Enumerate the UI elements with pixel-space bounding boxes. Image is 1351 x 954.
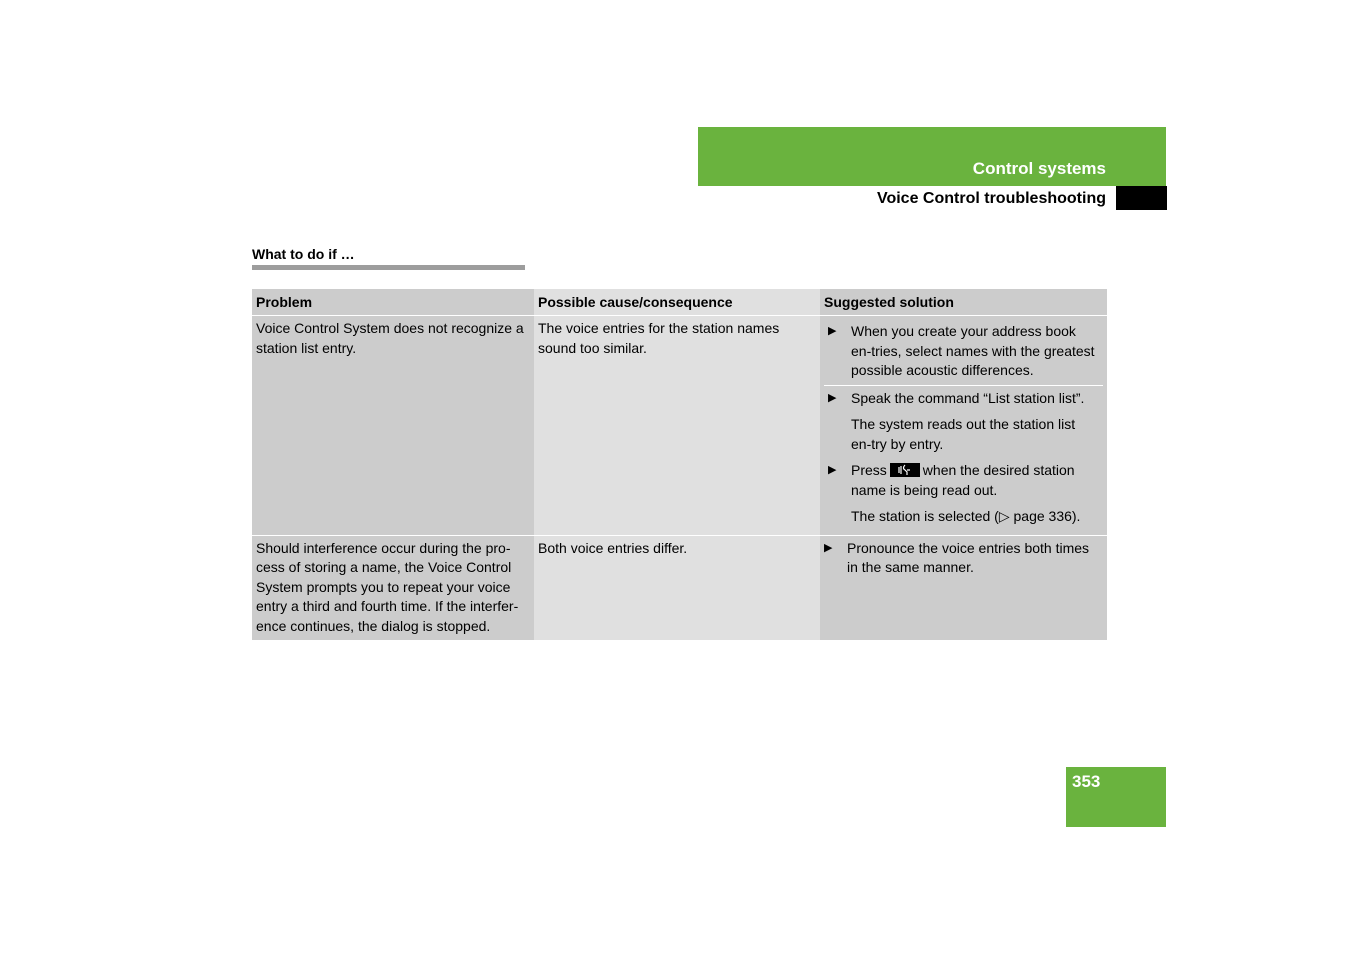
table-header-row: [252, 289, 1107, 316]
solution-block: [824, 319, 1103, 385]
solution-cell: [820, 316, 1107, 536]
troubleshooting-table: [252, 289, 1107, 640]
problem-cell: Voice Control System does not recognize a station list entry.: [252, 316, 534, 536]
table-row: [252, 316, 1107, 536]
solution-cell: [820, 535, 1107, 640]
heading-rule: [252, 265, 525, 270]
solution-block: [824, 385, 1103, 531]
result-text: The system reads out the station list en-try by entry.: [851, 416, 1076, 452]
problem-cell: Should interference occur during the pro-cess of storing a name, the Voice Control System prompts you to repeat your voice entry a third and fourth time. If the interfer-ence continues, the dialog is stopped.: [252, 535, 534, 640]
instruction-step: [828, 461, 1099, 500]
step-text: Pronounce the voice entries both times in the same manner.: [847, 539, 1090, 575]
step-text-pre: Press: [851, 462, 887, 478]
voice-control-key-icon: [890, 463, 920, 477]
thumb-tab: [1116, 186, 1167, 210]
step-text: Speak the command “List station list”.: [851, 389, 1085, 406]
result-text: The station is selected (▷ page 336).: [851, 508, 1081, 524]
step-text-post: when the desired station name is being read out.: [851, 462, 1075, 498]
cause-cell: Both voice entries differ.: [534, 535, 820, 640]
page-number: 353: [1072, 772, 1101, 791]
arrow-bullet-icon: ▶: [828, 464, 837, 476]
arrow-bullet-icon: ▶: [828, 325, 837, 337]
arrow-bullet-icon: ▶: [828, 391, 837, 404]
table-row: [252, 535, 1107, 640]
step-text: When you create your address book en-tries, select names with the greatest possible acoustic differences.: [851, 323, 1095, 378]
cause-cell: The voice entries for the station names sound too similar.: [534, 316, 820, 536]
column-header-cause: Possible cause/consequence: [534, 289, 820, 316]
instruction-step: [828, 322, 1099, 381]
column-header-problem: Problem: [252, 289, 534, 316]
arrow-bullet-icon: ▶: [824, 541, 833, 554]
section-title: Control systems: [972, 159, 1106, 178]
column-header-solution: Suggested solution: [820, 289, 1107, 316]
subsection-title: Voice Control troubleshooting: [876, 190, 1106, 207]
what-to-do-heading: What to do if …: [252, 246, 355, 262]
instruction-step: [828, 389, 1099, 409]
instruction-step: [824, 539, 1103, 578]
